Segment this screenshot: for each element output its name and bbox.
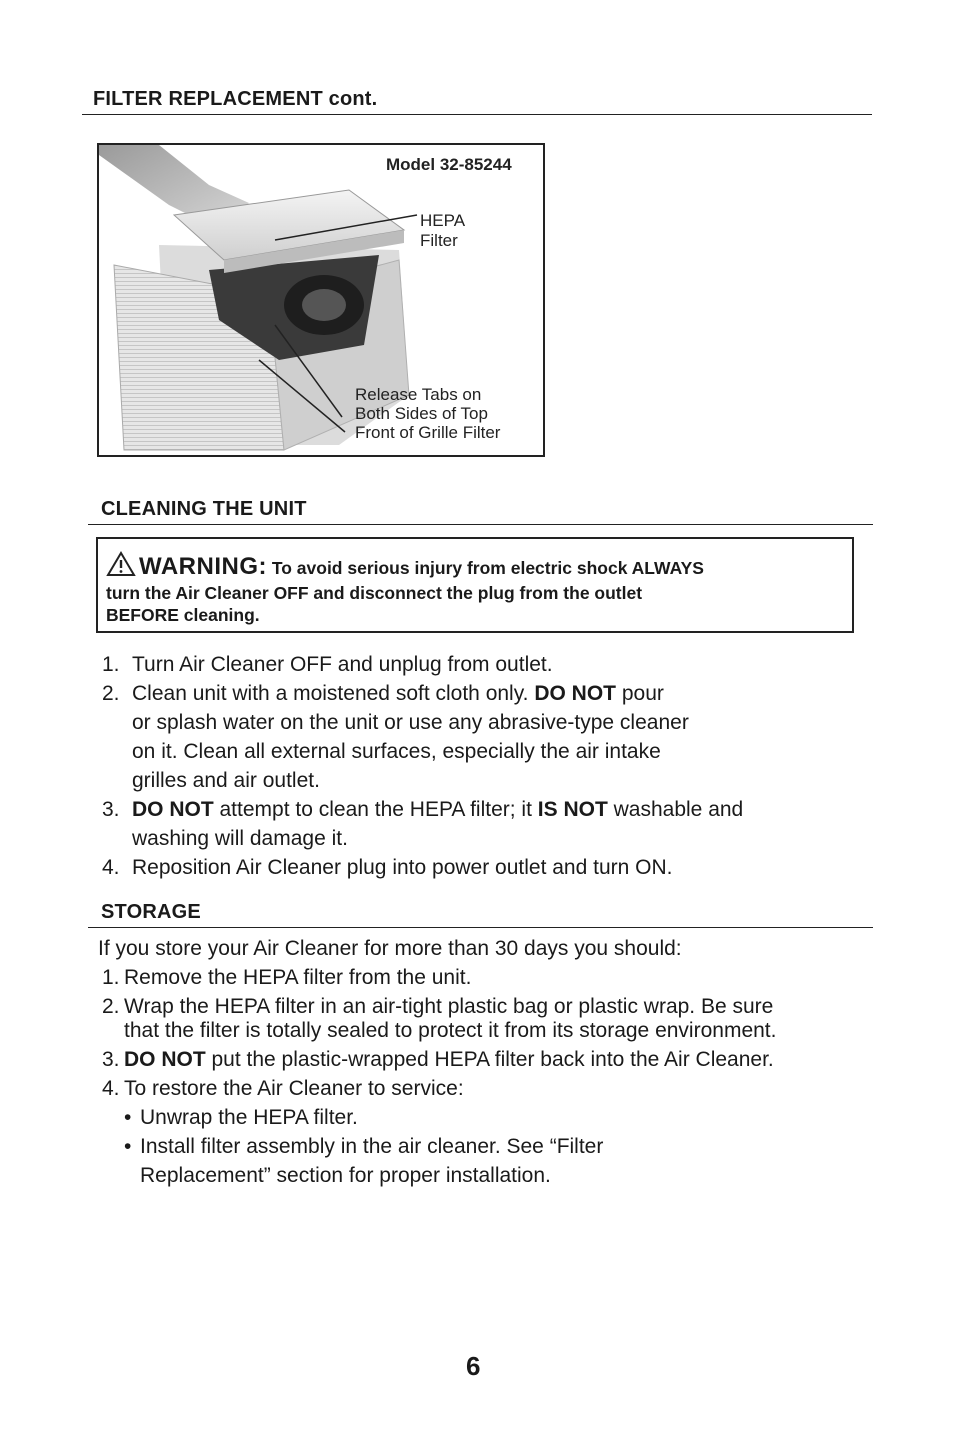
figure-tabs-label-line2: Both Sides of Top	[355, 404, 488, 423]
bullet-text: Unwrap the HEPA filter.	[140, 1106, 358, 1129]
step-number: 4.	[102, 856, 120, 879]
storage-content	[98, 934, 882, 1190]
list-item	[102, 995, 882, 1043]
step-text: pour	[616, 682, 664, 705]
section-heading-storage: STORAGE	[101, 901, 201, 923]
step-number: 4.	[102, 1077, 120, 1100]
step-text: washable and	[607, 798, 744, 821]
list-item	[102, 650, 862, 679]
list-item	[102, 1074, 882, 1103]
list-item	[102, 1045, 882, 1074]
bullet-text-line: Replacement” section for proper installation.	[140, 1164, 551, 1187]
step-text: put the plastic-wrapped HEPA filter back into the Air Cleaner.	[205, 1048, 774, 1071]
section-rule	[88, 524, 873, 525]
storage-intro: If you store your Air Cleaner for more than 30 days you should:	[98, 937, 682, 960]
step-text-line: or splash water on the unit or use any abrasive-type cleaner	[132, 711, 689, 734]
warning-label: WARNING:	[139, 553, 267, 580]
step-number: 1.	[102, 653, 120, 676]
step-number: 1.	[102, 966, 120, 989]
warning-triangle-icon	[106, 551, 136, 582]
bullet-icon: •	[124, 1135, 132, 1158]
figure-tabs-label-line3: Front of Grille Filter	[355, 423, 501, 442]
bullet-text: Install filter assembly in the air cleaner. See “Filter	[140, 1135, 604, 1158]
warning-line1	[106, 551, 852, 582]
warning-text: To avoid serious injury from electric shock ALWAYS	[266, 558, 704, 578]
figure-model-label: Model 32-85244	[386, 155, 512, 174]
figure-hepa-label: HEPA	[420, 211, 466, 230]
section-rule	[88, 927, 873, 928]
step-emphasis: DO NOT	[534, 682, 616, 705]
step-text-line: on it. Clean all external surfaces, especially the air intake	[132, 740, 661, 763]
step-emphasis: DO NOT	[132, 798, 214, 821]
page-number: 6	[466, 1351, 481, 1381]
step-emphasis: IS NOT	[537, 798, 608, 821]
list-item	[102, 853, 862, 882]
filter-figure	[97, 143, 545, 457]
step-text: Turn Air Cleaner OFF and unplug from outlet.	[132, 653, 553, 676]
section-heading-filter-replacement: FILTER REPLACEMENT cont.	[93, 88, 378, 110]
step-number: 2.	[102, 682, 120, 705]
list-item	[102, 1103, 882, 1132]
warning-line3: BEFORE cleaning.	[106, 605, 260, 625]
step-text: attempt to clean the HEPA filter; it	[213, 798, 538, 821]
section-heading-cleaning: CLEANING THE UNIT	[101, 498, 307, 520]
step-emphasis: DO NOT	[124, 1048, 206, 1071]
bullet-icon: •	[124, 1106, 132, 1129]
step-number: 3.	[102, 1048, 120, 1071]
list-item	[102, 1132, 882, 1190]
step-text-line: that the filter is totally sealed to protect it from its storage environment.	[124, 1019, 777, 1042]
cleaning-steps	[102, 650, 862, 882]
figure-hepa-label-line2: Filter	[420, 231, 458, 250]
list-item	[102, 795, 862, 853]
list-item	[102, 679, 862, 795]
step-number: 2.	[102, 995, 120, 1018]
warning-box	[96, 537, 854, 633]
step-text: Remove the HEPA filter from the unit.	[124, 966, 472, 989]
step-text: Wrap the HEPA filter in an air-tight plastic bag or plastic wrap. Be sure	[124, 995, 774, 1018]
step-text: Clean unit with a moistened soft cloth only.	[132, 682, 535, 705]
section-rule	[82, 114, 872, 115]
step-text-line: washing will damage it.	[132, 827, 348, 850]
step-number: 3.	[102, 798, 120, 821]
list-item	[102, 963, 882, 992]
step-text-line: grilles and air outlet.	[132, 769, 320, 792]
step-text: To restore the Air Cleaner to service:	[124, 1077, 464, 1100]
step-text: Reposition Air Cleaner plug into power outlet and turn ON.	[132, 856, 673, 879]
warning-line2: turn the Air Cleaner OFF and disconnect the plug from the outlet	[106, 583, 643, 603]
figure-tabs-label-line1: Release Tabs on	[355, 385, 482, 404]
